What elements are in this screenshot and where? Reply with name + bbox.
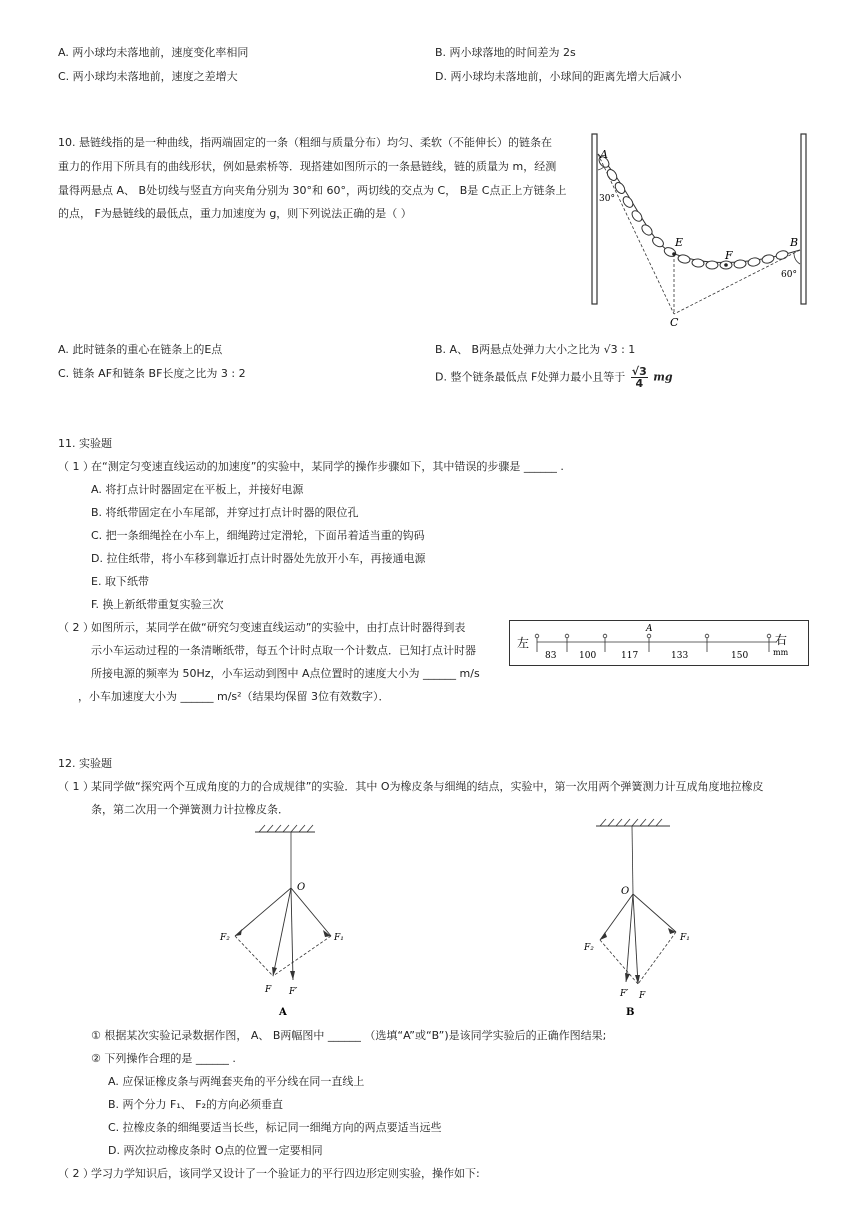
q12-choice-d: D. 两次拉动橡皮条时 O点的位置一定要相同 bbox=[108, 1144, 323, 1157]
q11-part1-num: （ 1 ） bbox=[58, 460, 94, 473]
chain-curve bbox=[598, 154, 800, 263]
q12-part2-text: 学习力学知识后，该同学又设计了一个验证力的平行四边形定则实验，操作如下: bbox=[91, 1167, 480, 1180]
label-f-a: F bbox=[265, 985, 272, 995]
point-f bbox=[724, 263, 728, 267]
vector-fprime-b bbox=[626, 894, 633, 982]
arrowhead-f2-b bbox=[600, 932, 607, 940]
label-f2-b: F₂ bbox=[584, 943, 594, 953]
q10-stem-line-4: 的点， F为悬链线的最低点，重力加速度为 g，则下列说法正确的是（ ） bbox=[58, 207, 412, 220]
label-fprime-b: F′ bbox=[620, 989, 629, 999]
label-f1-b: F₁ bbox=[680, 933, 690, 943]
q12-sub2: ② 下列操作合理的是 ______ . bbox=[91, 1052, 236, 1065]
q12-title: 12. 实验题 bbox=[58, 757, 112, 770]
caption-a: A bbox=[279, 1007, 287, 1018]
ceiling-hatch-b bbox=[600, 819, 662, 826]
q10-stem-line-3: 量得两悬点 A、 B处切线与竖直方向夹角分别为 30°和 60°，两切线的交点为 C， B是 C点正上方链条上 bbox=[58, 184, 567, 197]
q10-option-c: C. 链条 AF和链条 BF长度之比为 3 : 2 bbox=[58, 367, 246, 380]
label-o-b: O bbox=[621, 886, 630, 897]
q11-part2-line-4: ，小车加速度大小为 ______ m/s²（结果均保留 3位有效数字）． bbox=[78, 690, 390, 703]
angle-b-arc bbox=[794, 253, 800, 264]
label-o-a: O bbox=[297, 882, 306, 893]
parallelogram-side-b1 bbox=[600, 940, 638, 984]
q12-choice-c: C. 拉橡皮条的细绳要适当长些，标记同一细绳方向的两点要适当远些 bbox=[108, 1121, 442, 1134]
q11-step-c: C. 把一条细绳拴在小车上，细绳跨过定滑轮，下面吊着适当重的钩码 bbox=[91, 529, 425, 542]
label-a: A bbox=[600, 148, 608, 161]
label-fprime-a: F′ bbox=[289, 987, 298, 997]
q10-option-d bbox=[435, 366, 673, 389]
q9-option-c: C. 两小球均未落地前，速度之差增大 bbox=[58, 70, 238, 83]
parallelogram-side-a2 bbox=[273, 936, 331, 976]
left-wall bbox=[592, 134, 597, 304]
tape-unit: mm bbox=[773, 648, 789, 657]
q12-part1-num: （ 1 ） bbox=[58, 780, 94, 793]
label-f: F bbox=[725, 249, 733, 262]
tape-seg-1: 83 bbox=[545, 651, 557, 661]
q11-step-d: D. 拉住纸带，将小车移到靠近打点计时器处先放开小车，再接通电源 bbox=[91, 552, 426, 565]
ceiling-hatch-a bbox=[259, 825, 313, 832]
tape-left-label: 左 bbox=[517, 636, 530, 650]
point-e bbox=[672, 252, 676, 256]
q12-part1-line-2: 条，第二次用一个弹簧测力计拉橡皮条． bbox=[91, 803, 289, 816]
q9-option-b: B. 两小球落地的时间差为 2s bbox=[435, 46, 576, 59]
vector-f1-a bbox=[291, 888, 331, 936]
q9-option-d: D. 两小球均未落地前，小球间的距离先增大后减小 bbox=[435, 70, 682, 83]
q10-option-b: B. A、 B两悬点处弹力大小之比为 √3 : 1 bbox=[435, 343, 636, 356]
rubber-band-b bbox=[632, 826, 633, 894]
q11-step-b: B. 将纸带固定在小车尾部，并穿过打点计时器的限位孔 bbox=[91, 506, 359, 519]
tape-right-label: 右 bbox=[775, 633, 788, 647]
q11-part2-line-2: 示小车运动过程的一条清晰纸带，每五个计时点取一个计数点．已知打点计时器 bbox=[91, 644, 476, 657]
arrowhead-fprime-a bbox=[290, 971, 295, 980]
fraction-sqrt3-over-4: $\frac{√3}{4}$ bbox=[631, 365, 647, 390]
vector-f-b bbox=[633, 894, 638, 984]
parallelogram-side-b2 bbox=[638, 932, 676, 984]
mg-symbol: mg bbox=[653, 370, 673, 384]
q11-part2-line-1: 如图所示，某同学在做“研究匀变速直线运动”的实验中，由打点计时器得到表 bbox=[91, 621, 466, 634]
arrowhead-f-a bbox=[272, 967, 277, 976]
q10-option-a: A. 此时链条的重心在链条上的E点 bbox=[58, 343, 223, 356]
caption-b: B bbox=[626, 1007, 635, 1018]
force-figure-b bbox=[580, 816, 720, 1022]
tape-seg-2: 100 bbox=[579, 651, 597, 661]
q12-part2-num: （ 2 ） bbox=[58, 1167, 94, 1180]
tangent-a bbox=[598, 154, 674, 314]
q10-option-d-text: D. 整个链条最低点 F处弹力最小且等于 bbox=[435, 370, 626, 384]
q9-option-a: A. 两小球均未落地前，速度变化率相同 bbox=[58, 46, 249, 59]
label-f-b: F bbox=[639, 991, 646, 1001]
chain-links bbox=[597, 155, 789, 269]
paper-tape-figure bbox=[509, 620, 809, 666]
q11-part2-line-3: 所接电源的频率为 50Hz，小车运动到图中 A点位置时的速度大小为 ______ m/s bbox=[91, 667, 480, 680]
label-c: C bbox=[670, 316, 679, 329]
q10-stem-line-2: 重力的作用下所具有的曲线形状，例如悬索桥等．现搭建如图所示的一条悬链线，链的质量为 m，经测 bbox=[58, 160, 557, 173]
tape-seg-5: 150 bbox=[731, 651, 749, 661]
q11-step-a: A. 将打点计时器固定在平板上，并接好电源 bbox=[91, 483, 304, 496]
label-f1-a: F₁ bbox=[334, 933, 344, 943]
q11-title: 11. 实验题 bbox=[58, 437, 112, 450]
q12-choice-b: B. 两个分力 F₁、 F₂的方向必须垂直 bbox=[108, 1098, 284, 1111]
q11-step-e: E. 取下纸带 bbox=[91, 575, 149, 588]
vector-f1-b bbox=[633, 894, 676, 932]
label-f2-a: F₂ bbox=[220, 933, 230, 943]
q12-part1-line-1: 某同学做“探究两个互成角度的力的合成规律”的实验．其中 O为橡皮条与细绳的结点，实验中，第一次用两个弹簧测力计互成角度地拉橡皮 bbox=[91, 780, 764, 793]
tape-seg-3: 117 bbox=[621, 651, 639, 661]
arrowhead-f2-a bbox=[235, 929, 242, 936]
angle-a-label: 30° bbox=[599, 194, 615, 204]
q11-step-f: F. 换上新纸带重复实验三次 bbox=[91, 598, 224, 611]
q12-sub1: ① 根据某次实验记录数据作图， A、 B两幅图中 ______ （选填“A”或“B”)是该同学实验后的正确作图结果; bbox=[91, 1029, 607, 1042]
angle-b-label: 60° bbox=[781, 270, 797, 280]
label-e: E bbox=[675, 236, 684, 249]
q12-choice-a: A. 应保证橡皮条与两绳套夹角的平分线在同一直线上 bbox=[108, 1075, 365, 1088]
q11-part2-num: （ 2 ） bbox=[58, 621, 94, 634]
tape-seg-4: 133 bbox=[671, 651, 689, 661]
right-wall bbox=[801, 134, 806, 304]
force-figure-a bbox=[215, 822, 355, 1022]
q10-stem-line-1: 10. 悬链线指的是一种曲线，指两端固定的一条（粗细与质量分布）均匀、柔软（不能伸长）的链条在 bbox=[58, 136, 552, 149]
parallelogram-side-a1 bbox=[235, 936, 273, 976]
angle-a-arc bbox=[598, 167, 604, 170]
label-b: B bbox=[790, 236, 799, 249]
catenary-figure bbox=[590, 132, 810, 332]
q11-part1-text: 在“测定匀变速直线运动的加速度”的实验中，某同学的操作步骤如下，其中错误的步骤是 ______ . bbox=[91, 460, 564, 473]
tape-point-a: A bbox=[646, 624, 653, 634]
vector-fprime-a bbox=[291, 888, 293, 980]
